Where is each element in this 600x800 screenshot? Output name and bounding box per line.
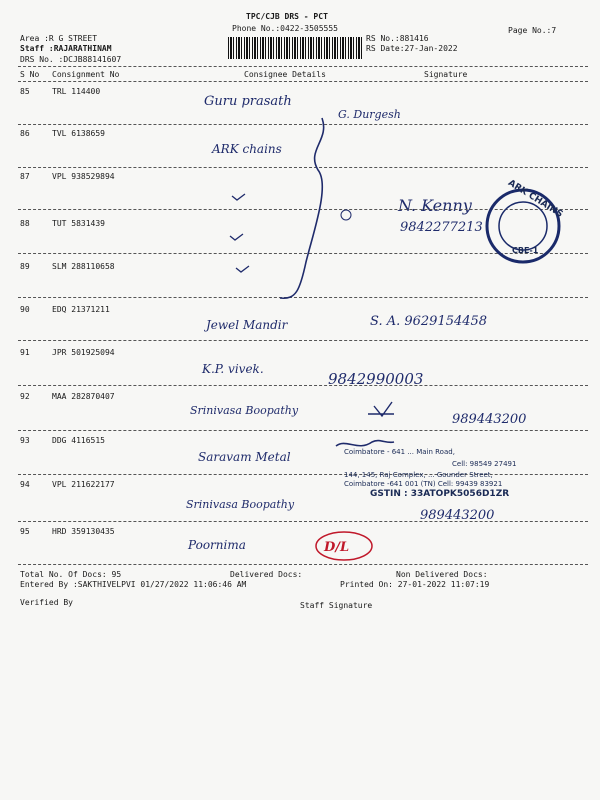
printed-on: Printed On: 27-01-2022 11:07:19 [340,580,490,589]
row-sno: 93 [20,436,30,445]
row-sno: 89 [20,262,30,271]
row-consignment: HRD 359130435 [52,527,115,536]
row-consignment: JPR 501925094 [52,348,115,357]
row-consignment: SLM 288110658 [52,262,115,271]
signature-handwriting: 989443200 [420,508,495,523]
col-signature: Signature [424,70,468,79]
consignee-handwriting: K.P. vivek. [202,362,264,376]
row-sno: 92 [20,392,30,401]
rs-number: RS No.:881416 [366,34,429,43]
row-consignment: VPL 211622177 [52,480,115,489]
stamp-text-top: ARK CHAINS [506,178,565,220]
stamp-text-bottom: CBE-1 [512,246,539,255]
entered-by: Entered By :SAKTHIVELPVI 01/27/2022 11:06:46 AM [20,580,247,589]
signature-handwriting: 9842990003 [328,370,424,388]
row-sno: 86 [20,129,30,138]
row-sno: 91 [20,348,30,357]
stamp-cell-top: Cell: 98549 27491 [452,460,517,468]
rs-date: RS Date:27-Jan-2022 [366,44,458,53]
signature-handwriting: 989443200 [452,412,527,427]
row-sno: 87 [20,172,30,181]
signature-handwriting: D/L [324,540,350,555]
row-sno: 95 [20,527,30,536]
consignee-handwriting: Srinivasa Boopathy [186,498,295,511]
signature-handwriting: S. A. 9629154458 [370,314,488,329]
non-delivered-docs: Non Delivered Docs: [396,570,488,579]
staff-signature: Staff Signature [300,601,373,610]
col-consignment: Consignment No [52,70,120,79]
consignee-handwriting: Jewel Mandir [206,318,288,332]
row-consignment: TUT 5831439 [52,219,105,228]
consignee-handwriting: Saravam Metal [198,450,291,464]
page-number: Page No.:7 [508,26,557,35]
total-docs: Total No. Of Docs: 95 [20,570,122,579]
row-consignment: DDG 4116515 [52,436,105,445]
row-sno: 94 [20,480,30,489]
row-consignment: TRL 114400 [52,87,101,96]
staff-label: Staff :RAJARATHINAM [20,44,112,53]
row-consignment: TVL 6138659 [52,129,105,138]
signature-handwriting: N. Kenny [398,196,472,215]
report-title: TPC/CJB DRS - PCT [246,12,328,21]
delivered-docs: Delivered Docs: [230,570,303,579]
drs-number: DRS No. :DCJB88141607 [20,55,122,64]
footer-rule [18,564,588,565]
verified-by: Verified By [20,598,73,607]
area-label: Area :R G STREET [20,34,98,43]
consignee-handwriting: ARK chains [212,142,282,156]
row-sno: 85 [20,87,30,96]
col-consignee: Consignee Details [244,70,326,79]
row-consignment: MAA 282870407 [52,392,115,401]
row-sno: 90 [20,305,30,314]
phone-number: Phone No.:0422-3505555 [232,24,338,33]
signature-handwriting: G. Durgesh [338,108,401,121]
consignee-handwriting: Srinivasa Boopathy [190,404,299,417]
row-consignment: EDQ 21371211 [52,305,110,314]
stamp-gstin: GSTIN : 33ATOPK5056D1ZR [370,489,510,499]
consignee-handwriting: Guru prasath [204,94,292,109]
stamp-address-line3: Coimbatore -641 001 (TN) Cell: 99439 83921 [344,480,503,488]
row-consignment: VPL 938529894 [52,172,115,181]
row-sno: 88 [20,219,30,228]
consignee-handwriting: Poornima [188,538,246,552]
stamp-address-line1: Coimbatore - 641 ... Main Road, [344,448,455,456]
col-sno: S No [20,70,40,79]
stamp-address-line2: 144, 145, Raj Complex, ... Gounder Street, [344,471,493,479]
signature-handwriting: 9842277213 [400,220,483,235]
